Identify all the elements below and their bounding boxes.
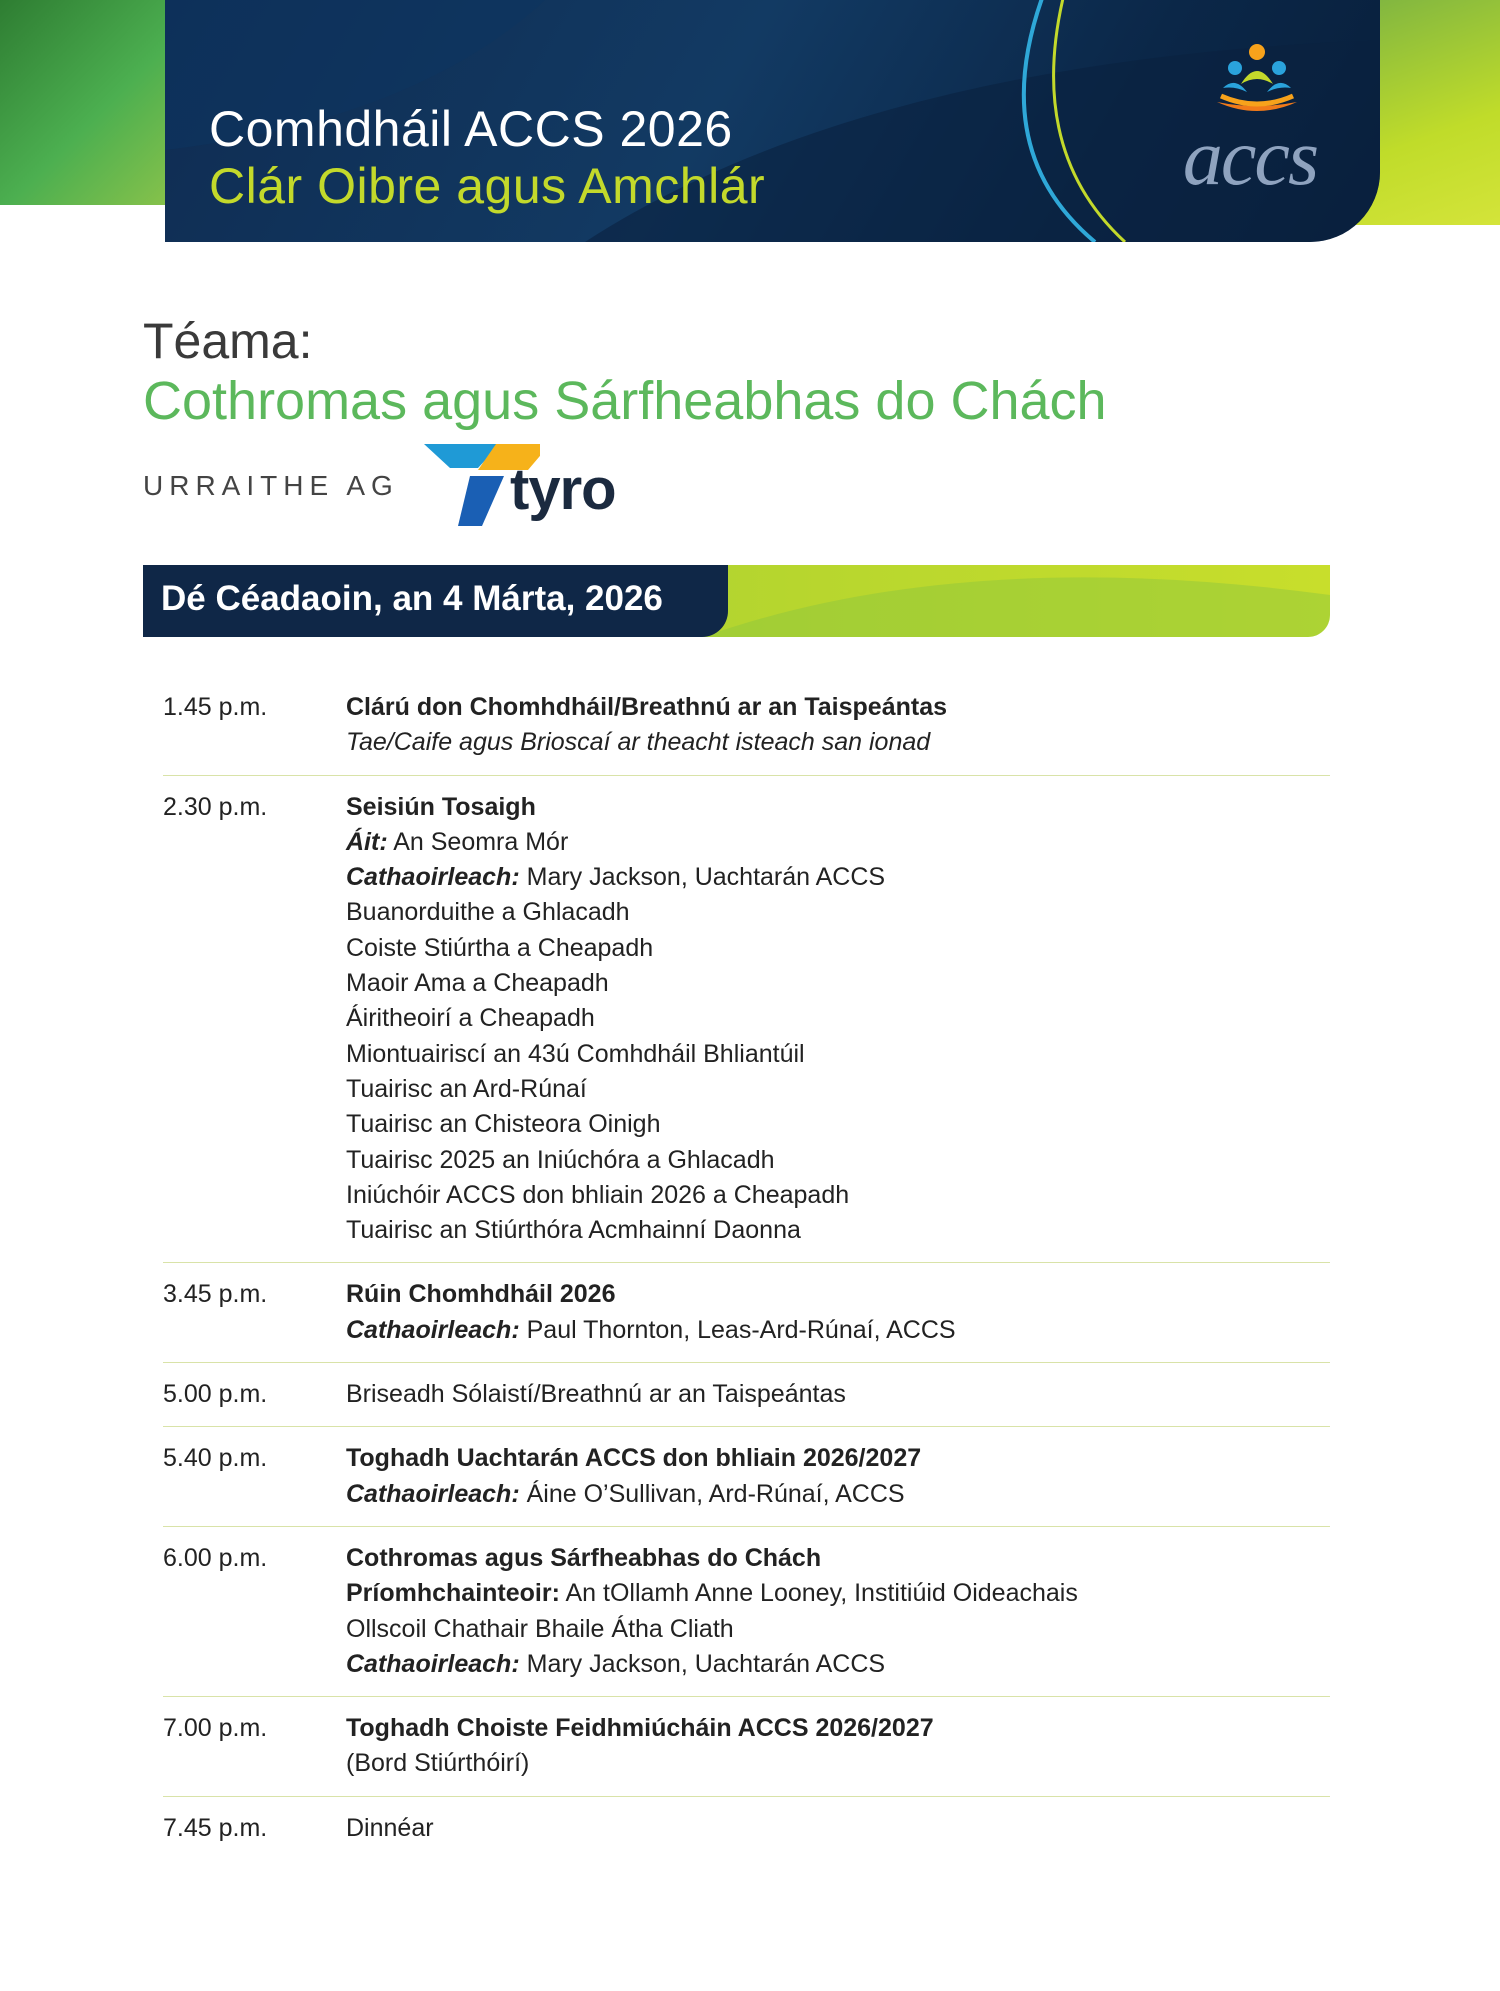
tyro-logo-text: tyro <box>510 457 616 522</box>
accs-logo <box>1155 40 1345 200</box>
schedule-line-text: Mary Jackson, Uachtarán ACCS <box>519 1649 886 1678</box>
schedule-line <box>346 860 1330 895</box>
date-text: Dé Céadaoin, an 4 Márta, 2026 <box>161 579 663 618</box>
schedule-row <box>163 690 1330 776</box>
conference-title: Comhdháil ACCS 2026 <box>209 101 733 157</box>
schedule-line: (Bord Stiúrthóirí) <box>346 1749 530 1778</box>
schedule-details <box>346 1541 1330 1682</box>
theme-text: Cothromas agus Sárfheabhas do Chách <box>143 371 1107 431</box>
schedule-line: Tae/Caife agus Brioscaí ar theacht isteach san ionad <box>346 728 931 757</box>
schedule-line: Miontuairiscí an 43ú Comhdháil Bhliantúil <box>346 1039 805 1068</box>
schedule-line-text: Paul Thornton, Leas-Ard-Rúnaí, ACCS <box>519 1315 956 1344</box>
schedule-details <box>346 1377 1330 1412</box>
schedule-line: Seisiún Tosaigh <box>346 792 536 821</box>
schedule-details <box>346 1277 1330 1348</box>
schedule-time: 7.45 p.m. <box>163 1813 268 1842</box>
schedule-line: Tuairisc an Chisteora Oinigh <box>346 1110 661 1139</box>
schedule-details <box>346 1811 1330 1846</box>
schedule-line-text: An tOllamh Anne Looney, Institiúid Oideachais <box>559 1579 1078 1608</box>
schedule-line: Toghadh Uachtarán ACCS don bhliain 2026/2027 <box>346 1444 922 1473</box>
schedule-line-label: Cathaoirleach: <box>346 1479 520 1508</box>
schedule-details <box>346 790 1330 1249</box>
schedule-row <box>163 1541 1330 1697</box>
sponsor-label: URRAITHE AG <box>143 470 399 501</box>
schedule-time: 2.30 p.m. <box>163 792 268 821</box>
schedule-line: Áiritheoirí a Cheapadh <box>346 1004 595 1033</box>
accs-logo-text: accs <box>1182 114 1318 202</box>
conference-subtitle: Clár Oibre agus Amchlár <box>209 158 766 214</box>
schedule-line: Briseadh Sólaistí/Breathnú ar an Taispeántas <box>346 1380 846 1409</box>
schedule-time: 1.45 p.m. <box>163 693 268 721</box>
schedule-line: Dinnéar <box>346 1813 434 1842</box>
schedule-line <box>346 1647 1330 1682</box>
schedule-line: Clárú don Chomhdháil/Breathnú ar an Taispeántas <box>346 693 948 721</box>
schedule-row <box>163 790 1330 1264</box>
schedule-line: Buanorduithe a Ghlacadh <box>346 898 630 927</box>
schedule-line: Ollscoil Chathair Bhaile Átha Cliath <box>346 1614 734 1643</box>
header-banner <box>165 0 1380 242</box>
schedule-line-label: Cathaoirleach: <box>346 863 520 892</box>
schedule-row <box>163 1711 1330 1797</box>
schedule-line <box>346 1477 1330 1512</box>
schedule-line-label: Áit: <box>346 827 388 856</box>
schedule-line <box>346 1576 1330 1611</box>
schedule-line: Coiste Stiúrtha a Cheapadh <box>346 933 654 962</box>
schedule-details <box>346 1711 1330 1782</box>
schedule-time: 5.40 p.m. <box>163 1444 268 1473</box>
schedule-line-text: Mary Jackson, Uachtarán ACCS <box>519 863 886 892</box>
schedule-time: 7.00 p.m. <box>163 1714 268 1743</box>
header-corner-left <box>0 0 180 205</box>
schedule-line: Tuairisc an Stiúrthóra Acmhainní Daonna <box>346 1216 801 1245</box>
schedule-line: Tuairisc an Ard-Rúnaí <box>346 1074 587 1103</box>
schedule-line <box>346 1313 1330 1348</box>
schedule-line: Toghadh Choiste Feidhmiúcháin ACCS 2026/2027 <box>346 1714 934 1743</box>
schedule-row <box>163 1377 1330 1427</box>
schedule-line-text: Áine O’Sullivan, Ard-Rúnaí, ACCS <box>519 1479 905 1508</box>
schedule-row <box>163 1277 1330 1363</box>
theme-label: Téama: <box>143 313 313 369</box>
schedule-line-label: Príomhchainteoir: <box>346 1579 560 1608</box>
schedule-line: Rúin Chomhdháil 2026 <box>346 1280 616 1309</box>
schedule-line <box>346 825 1330 860</box>
schedule-time: 5.00 p.m. <box>163 1380 268 1409</box>
schedule-list <box>163 690 1330 1874</box>
schedule-line: Maoir Ama a Cheapadh <box>346 969 609 998</box>
schedule-row <box>163 1441 1330 1527</box>
schedule-time: 3.45 p.m. <box>163 1280 268 1309</box>
date-bar <box>143 565 1330 637</box>
schedule-details <box>346 690 1330 761</box>
schedule-time: 6.00 p.m. <box>163 1543 268 1572</box>
schedule-row <box>163 1811 1330 1860</box>
schedule-line-label: Cathaoirleach: <box>346 1315 520 1344</box>
schedule-line-label: Cathaoirleach: <box>346 1649 520 1678</box>
schedule-line-text: An Seomra Mór <box>387 827 569 856</box>
tyro-logo <box>420 440 635 530</box>
schedule-line: Iniúchóir ACCS don bhliain 2026 a Cheapadh <box>346 1180 850 1209</box>
schedule-details <box>346 1441 1330 1512</box>
schedule-line: Tuairisc 2025 an Iniúchóra a Ghlacadh <box>346 1145 775 1174</box>
schedule-line: Cothromas agus Sárfheabhas do Chách <box>346 1543 822 1572</box>
